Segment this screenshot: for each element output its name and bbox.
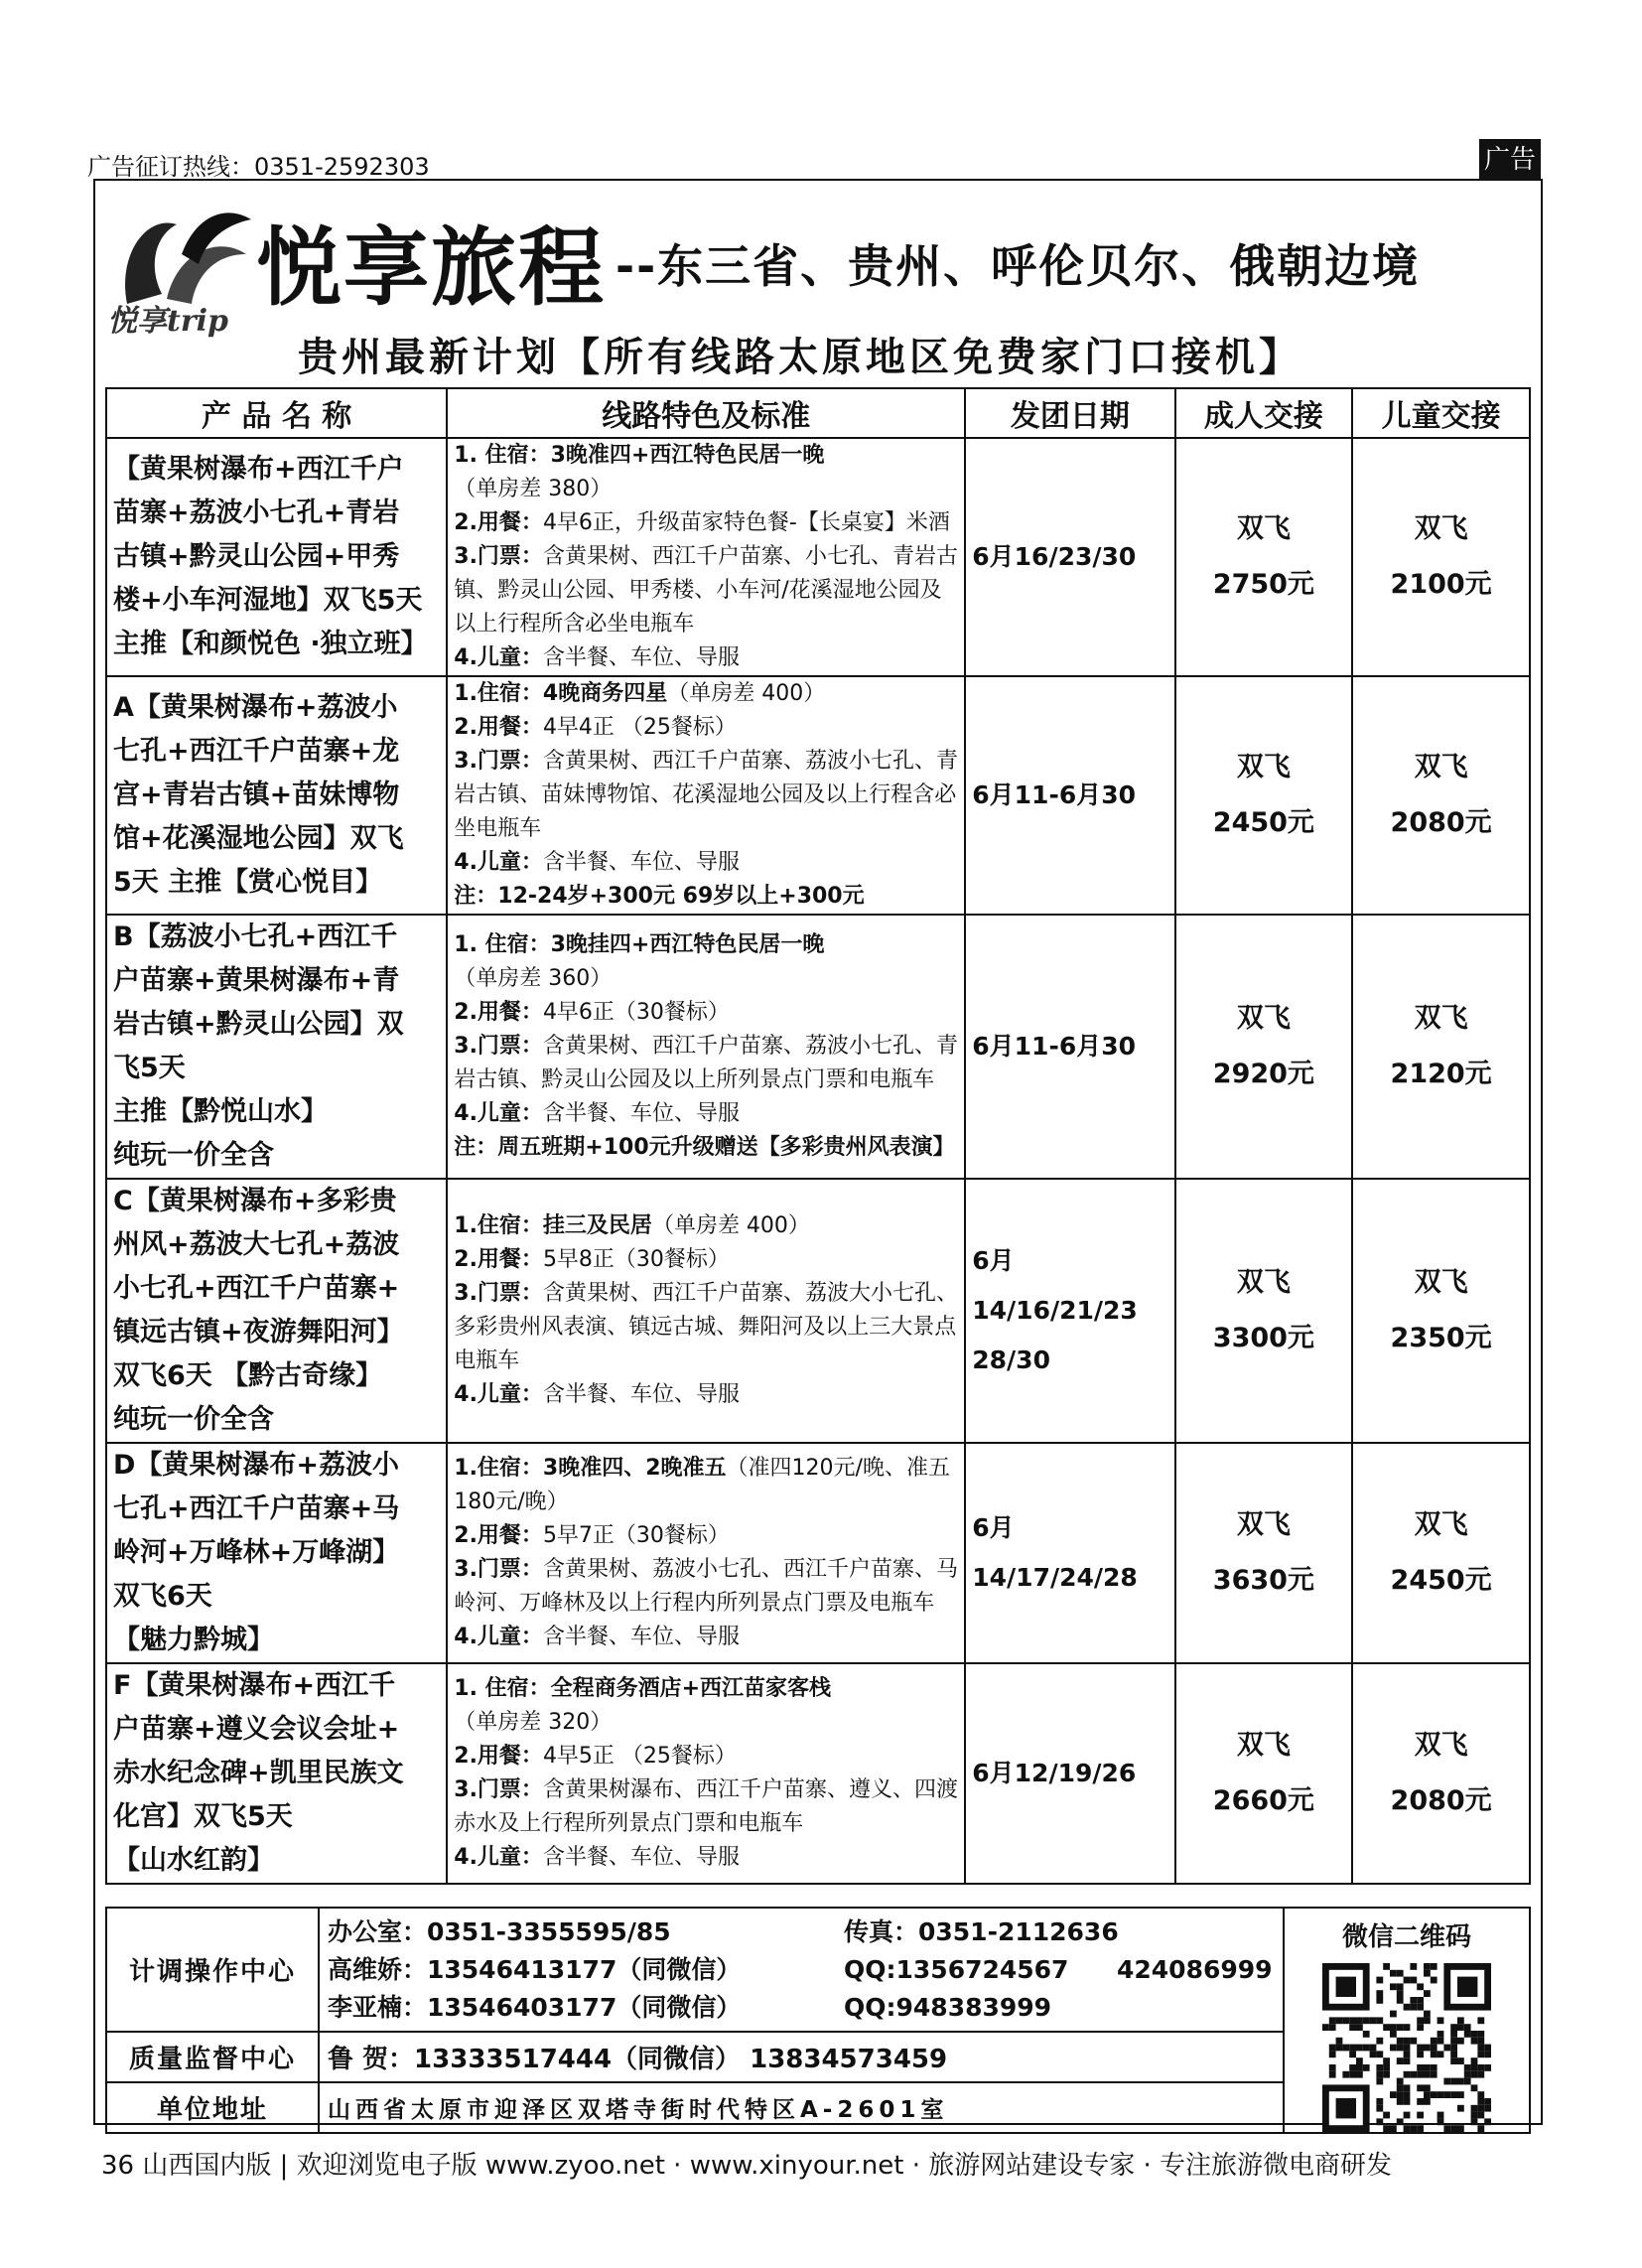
feature-item (454, 1519, 958, 1553)
feature-item (454, 1243, 958, 1277)
wechat-qr-code-icon (1322, 1963, 1491, 2132)
product-name-line: 【黄果树瀑布+西江千户 (113, 454, 404, 485)
product-name-line: A【黄果树瀑布+荔波小 (113, 692, 398, 723)
route-features (447, 438, 965, 676)
feature-label: 4.儿童： (454, 1625, 543, 1649)
feature-label: 3.门票： (454, 1281, 543, 1306)
feature-item (454, 473, 958, 506)
child-price-cell (1352, 438, 1530, 676)
feature-label: 2.用餐： (454, 715, 543, 740)
ops-contacts (319, 1908, 1284, 2032)
departure-date: 6月14/17/24/28 (965, 1443, 1174, 1663)
child-price-cell (1352, 676, 1530, 915)
feature-text: 含黄果树、西江千户苗寨、荔波大小七孔、多彩贵州风表演、镇远古城、舞阳河及以上三大景点电瓶车 (454, 1281, 958, 1373)
feature-text: 5早7正（30餐标） (542, 1523, 730, 1548)
feature-label: 4.儿童： (454, 850, 543, 875)
feature-text: 4早6正，升级苗家特色餐-【长桌宴】米酒 (542, 510, 950, 535)
adult-price-cell (1175, 1443, 1353, 1663)
adult-price-cell (1175, 915, 1353, 1179)
product-name-line: 宫+青岩古镇+苗妹博物 (113, 780, 400, 810)
departure-date: 6月11-6月30 (965, 915, 1174, 1179)
child-flight-type: 双飞 (1414, 1509, 1468, 1540)
feature-text: 5早8正（30餐标） (542, 1247, 730, 1272)
feature-label: 3.门票： (454, 1777, 543, 1802)
product-name-line: 户苗寨+黄果树瀑布+青 (113, 965, 400, 996)
child-price-cell (1352, 915, 1530, 1179)
product-name-line: 馆+花溪湿地公园】双飞 (113, 823, 404, 854)
product-name-line: 双飞6天 (113, 1581, 212, 1612)
product-name-line: 【山水红韵】 (113, 1845, 274, 1876)
product-name-line: 苗寨+荔波小七孔+青岩 (113, 497, 400, 528)
child-price: 2350元 (1390, 1323, 1492, 1353)
table-row (106, 438, 1530, 676)
feature-item (454, 1553, 958, 1621)
route-features (447, 915, 965, 1179)
feature-text: 含黄果树、荔波小七孔、西江千户苗寨、马岭河、万峰林及以上行程内所列景点门票及电瓶车 (454, 1557, 958, 1616)
feature-item (454, 506, 958, 540)
feature-label: 注：12-24岁+300元 69岁以上+300元 (454, 884, 865, 909)
child-flight-type: 双飞 (1414, 513, 1468, 544)
adult-flight-type: 双飞 (1236, 1730, 1291, 1761)
child-flight-type: 双飞 (1414, 1267, 1468, 1298)
product-name-line: F【黄果树瀑布+西江千 (113, 1670, 396, 1701)
product-name-line: 小七孔+西江千户苗寨+ (113, 1273, 400, 1304)
feature-label: 2.用餐： (454, 510, 543, 535)
product-name-line: 纯玩一价全含 (113, 1140, 274, 1171)
qq-2: QQ:948383999 (844, 1992, 1052, 2022)
product-name-line: 岩古镇+黔灵山公园】双 (113, 1009, 404, 1040)
feature-label: 2.用餐： (454, 1000, 543, 1025)
header-date: 发团日期 (965, 388, 1174, 438)
feature-label: 3.门票： (454, 544, 543, 569)
feature-item (454, 1706, 958, 1740)
feature-text: 4早4正 （25餐标） (542, 715, 737, 740)
departure-date: 6月11-6月30 (965, 676, 1174, 915)
departure-date: 6月14/16/21/23 28/30 (965, 1179, 1174, 1443)
product-name (106, 1443, 447, 1663)
qq-1: QQ:1356724567 (844, 1954, 1069, 1984)
feature-label: 4.儿童： (454, 1382, 543, 1407)
table-row (106, 915, 1530, 1179)
feature-item (454, 1740, 958, 1773)
feature-item (454, 677, 958, 711)
feature-item (454, 641, 958, 675)
adult-price: 2750元 (1212, 569, 1314, 600)
contact-1: 高维娇：13546413177（同微信） (328, 1954, 742, 1984)
product-name-line: 飞5天 (113, 1053, 186, 1083)
feature-label: 2.用餐： (454, 1523, 543, 1548)
feature-item (454, 962, 958, 996)
feature-item (454, 1378, 958, 1412)
product-name-line: D【黄果树瀑布+荔波小 (113, 1450, 400, 1481)
feature-item (454, 1621, 958, 1654)
qr-section (1284, 1908, 1530, 2133)
product-name-line: 古镇+黔灵山公园+甲秀 (113, 541, 400, 572)
qr-title: 微信二维码 (1341, 1922, 1471, 1952)
feature-item (454, 1672, 958, 1706)
adult-flight-type: 双飞 (1236, 1509, 1291, 1540)
contact-2: 李亚楠：13546403177（同微信） (328, 1992, 742, 2022)
feature-text: 含半餐、车位、导服 (542, 1845, 740, 1870)
child-price-cell (1352, 1443, 1530, 1663)
feature-item (454, 1097, 958, 1131)
ad-tag: 广告 (1479, 139, 1541, 181)
feature-item (454, 1452, 958, 1519)
plan-title: 贵州最新计划【所有线路太原地区免费家门口接机】 (298, 335, 1302, 380)
child-flight-type: 双飞 (1414, 1730, 1468, 1761)
feature-text: 含半餐、车位、导服 (542, 645, 740, 670)
adult-price: 3630元 (1212, 1565, 1314, 1596)
address: 山西省太原市迎泽区双塔寺街时代特区A-2601室 (319, 2082, 1284, 2133)
feature-label: 1.住宿：3晚准四、2晚准五 (454, 1456, 727, 1481)
departure-date: 6月16/23/30 (965, 438, 1174, 676)
feature-label: 4.儿童： (454, 1101, 543, 1126)
product-name-line: 七孔+西江千户苗寨+马 (113, 1493, 400, 1524)
adult-price: 2920元 (1212, 1059, 1314, 1089)
product-name (106, 1663, 447, 1884)
feature-label: 3.门票： (454, 749, 543, 774)
product-name-line: 七孔+西江千户苗寨+龙 (113, 736, 400, 767)
feature-item (454, 1841, 958, 1875)
product-name-line: 化宫】双飞5天 (113, 1801, 293, 1832)
product-name-line: 赤水纪念碑+凯里民族文 (113, 1758, 404, 1788)
feature-item (454, 846, 958, 880)
product-name-line: 【魅力黔城】 (113, 1625, 274, 1655)
adult-price: 3300元 (1212, 1323, 1314, 1353)
contact-table (105, 1907, 1531, 2134)
feature-item (454, 540, 958, 641)
child-price: 2450元 (1390, 1565, 1492, 1596)
adult-flight-type: 双飞 (1236, 513, 1291, 544)
feature-text: 含半餐、车位、导服 (542, 1101, 740, 1126)
feature-text: （单房差 320） (454, 1710, 613, 1735)
bottom-line: 36 山西国内版 | 欢迎浏览电子版 www.zyoo.net · www.xinyour.net · 旅游网站建设专家 · 专注旅游微电商研发 (101, 2151, 1393, 2181)
feature-item (454, 711, 958, 745)
feature-text: 4早6正（30餐标） (542, 1000, 730, 1025)
feature-label: 3.门票： (454, 1034, 543, 1059)
feature-label: 4.儿童： (454, 645, 543, 670)
feature-text: （准四120元/晚、准五180元/晚） (454, 1456, 950, 1514)
feature-label: 注：周五班期+100元升级赠送【多彩贵州风表演】 (454, 1135, 955, 1160)
feature-text: （单房差 400） (667, 681, 826, 706)
route-features (447, 1179, 965, 1443)
feature-text: 含半餐、车位、导服 (542, 1382, 740, 1407)
product-name-line: 纯玩一价全含 (113, 1404, 274, 1435)
adult-price-cell (1175, 676, 1353, 915)
child-price-cell (1352, 1179, 1530, 1443)
product-name-line: 岭河+万峰林+万峰湖】 (113, 1537, 400, 1568)
header-product-name: 产 品 名 称 (106, 388, 447, 438)
brand-subtitle: --东三省、贵州、呼伦贝尔、俄朝边境 (616, 239, 1421, 293)
header-adult: 成人交接 (1175, 388, 1353, 438)
feature-text: （单房差 400） (651, 1213, 810, 1238)
feature-label: 1. 住宿：3晚准四+西江特色民居一晚 (454, 443, 825, 468)
feature-item (454, 928, 958, 962)
feature-text: 含半餐、车位、导服 (542, 850, 740, 875)
route-features (447, 676, 965, 915)
product-name (106, 438, 447, 676)
feature-text: 含黄果树、西江千户苗寨、荔波小七孔、青岩古镇、黔灵山公园及以上所列景点门票和电瓶车 (454, 1034, 958, 1092)
product-name-line: 主推【黔悦山水】 (113, 1096, 328, 1127)
header-features: 线路特色及标准 (447, 388, 965, 438)
feature-item (454, 1209, 958, 1243)
feature-item (454, 880, 958, 914)
product-name (106, 915, 447, 1179)
product-name-line: 主推【和颜悦色 ·独立班】 (113, 629, 428, 659)
feature-item (454, 996, 958, 1030)
feature-text: 含黄果树、西江千户苗寨、荔波小七孔、青岩古镇、苗妹博物馆、花溪湿地公园及以上行程含必坐电瓶车 (454, 749, 958, 841)
qq-1b: 424086999 (1117, 1954, 1273, 1984)
child-price: 2100元 (1390, 569, 1492, 600)
feature-label: 2.用餐： (454, 1744, 543, 1769)
departure-date: 6月12/19/26 (965, 1663, 1174, 1884)
logo-text: 悦享trip (107, 304, 229, 339)
child-price: 2080元 (1390, 807, 1492, 838)
table-row (106, 1663, 1530, 1884)
route-features (447, 1663, 965, 1884)
product-name-line: C【黄果树瀑布+多彩贵 (113, 1186, 397, 1216)
feature-text: （单房差 380） (454, 477, 613, 501)
route-features (447, 1443, 965, 1663)
feature-text: 含半餐、车位、导服 (542, 1625, 740, 1649)
product-name-line: B【荔波小七孔+西江千 (113, 921, 398, 952)
brand-title: 悦享旅程 (256, 218, 606, 318)
child-price: 2120元 (1390, 1059, 1492, 1089)
product-name-line: 镇远古镇+夜游舞阳河】 (113, 1317, 404, 1347)
adult-price-cell (1175, 1663, 1353, 1884)
child-flight-type: 双飞 (1414, 1003, 1468, 1034)
child-price: 2080元 (1390, 1785, 1492, 1816)
feature-label: 4.儿童： (454, 1845, 543, 1870)
table-row (106, 676, 1530, 915)
tour-table (105, 387, 1531, 1885)
adult-price-cell (1175, 1179, 1353, 1443)
adult-price-cell (1175, 438, 1353, 676)
quality-contact: 鲁 贺：13333517444（同微信） 13834573459 (319, 2032, 1284, 2082)
feature-text: 含黄果树、西江千户苗寨、小七孔、青岩古镇、黔灵山公园、甲秀楼、小车河/花溪湿地公园及以上行程所含必坐电瓶车 (454, 544, 958, 637)
feature-label: 1. 住宿：3晚挂四+西江特色民居一晚 (454, 932, 825, 957)
quality-label: 质量监督中心 (106, 2032, 319, 2082)
office-phone: 办公室：0351-3355595/85 (328, 1916, 671, 1946)
fax: 传真：0351-2112636 (844, 1916, 1119, 1946)
feature-text: 4早5正 （25餐标） (542, 1744, 737, 1769)
product-name-line: 5天 主推【赏心悦目】 (113, 867, 383, 898)
product-name-line: 双飞6天 【黔古奇缘】 (113, 1360, 383, 1391)
table-row (106, 1179, 1530, 1443)
feature-label: 2.用餐： (454, 1247, 543, 1272)
adult-price: 2660元 (1212, 1785, 1314, 1816)
feature-label: 1.住宿：4晚商务四星 (454, 681, 668, 706)
feature-text: （单房差 360） (454, 966, 613, 991)
child-price-cell (1352, 1663, 1530, 1884)
feature-label: 3.门票： (454, 1557, 543, 1582)
feature-item (454, 745, 958, 846)
feature-item (454, 439, 958, 473)
ad-hotline: 广告征订热线：0351-2592303 (87, 153, 430, 181)
feature-text: 含黄果树瀑布、西江千户苗寨、遵义、四渡赤水及上行程所列景点门票和电瓶车 (454, 1777, 958, 1836)
child-flight-type: 双飞 (1414, 752, 1468, 782)
product-name-line: 州风+荔波大七孔+荔波 (113, 1229, 400, 1260)
product-name (106, 1179, 447, 1443)
table-header-row (106, 388, 1530, 438)
header-child: 儿童交接 (1352, 388, 1530, 438)
adult-price: 2450元 (1212, 807, 1314, 838)
feature-item (454, 1773, 958, 1841)
adult-flight-type: 双飞 (1236, 752, 1291, 782)
product-name-line: 楼+小车河湿地】双飞5天 (113, 585, 423, 616)
feature-item (454, 1277, 958, 1378)
feature-label: 1.住宿：挂三及民居 (454, 1213, 652, 1238)
feature-item (454, 1131, 958, 1165)
product-name-line: 户苗寨+遵义会议会址+ (113, 1714, 400, 1745)
product-name (106, 676, 447, 915)
address-label: 单位地址 (106, 2082, 319, 2133)
feature-item (454, 1030, 958, 1097)
adult-flight-type: 双飞 (1236, 1267, 1291, 1298)
feature-label: 1. 住宿：全程商务酒店+西江苗家客栈 (454, 1676, 832, 1701)
table-row (106, 1443, 1530, 1663)
ops-label: 计调操作中心 (106, 1908, 319, 2032)
adult-flight-type: 双飞 (1236, 1003, 1291, 1034)
